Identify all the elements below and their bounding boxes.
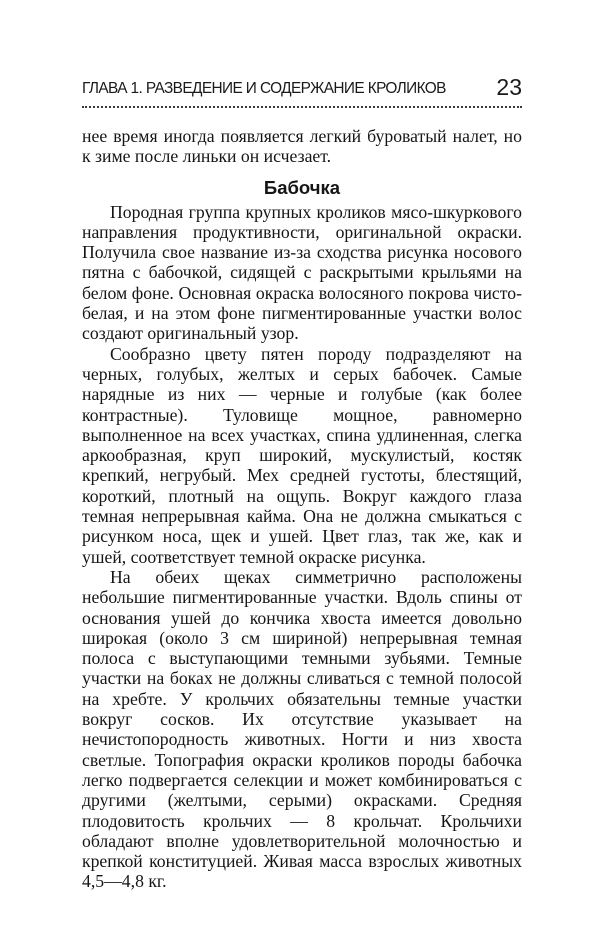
body-text xyxy=(82,126,522,892)
chapter-title: ГЛАВА 1. РАЗВЕДЕНИЕ И СОДЕРЖАНИЕ КРОЛИКОВ xyxy=(82,80,446,97)
continuation-paragraph: нее время иногда появляется легкий буроватый налет, но к зиме после линьки он исчезает. xyxy=(82,126,522,167)
running-head xyxy=(82,74,522,104)
section-title: Бабочка xyxy=(263,176,341,198)
page-number: 23 xyxy=(496,74,522,100)
header-dotted-rule xyxy=(82,106,522,108)
paragraph-2: Сообразно цвету пятен породу подразделяют на черных, голубых, желтых и серых бабочек. Самые нарядные из них — черные и голубые (как более контрастные). Туловище мощное, равномерно выполненное на всех участках, спина удлиненная, слегка аркообразная, круп широкий, мускулистый, костяк крепкий, негрубый. Мех средней густоты, блестящий, короткий, плотный на ощупь. Вокруг каждого глаза темная непрерывная кайма. Она не должна смыкаться с рисунком носа, щек и ушей. Цвет глаз, так же, как и ушей, соответствует темной окраске рисунка. xyxy=(82,343,522,567)
paragraph-3: На обеих щеках симметрично расположены небольшие пигментированные участки. Вдоль спины от основания ушей до кончика хвоста имеется довольно широкая (около 3 см шириной) непрерывная темная полоса с выступающими темными зубьями. Темные участки на боках не должны сливаться с темной полосой на хребте. У крольчих обязательны темные участки вокруг сосков. Их отсутствие указывает на нечистопородность животных. Ногти и низ хвоста светлые. Топография окраски кроликов породы бабочка легко подвергается селекции и может комбинироваться с другими (желтыми, серыми) окрасками. Средняя плодовитость крольчих — 8 крольчат. Крольчихи обладают вполне удовлетворительной молочностью и крепкой конституцией. Живая масса взрослых животных 4,5—4,8 кг. xyxy=(82,566,522,892)
paragraph-1: Породная группа крупных кроликов мясо-шкуркового направления продуктивности, оригинальной окраски. Получила свое название из-за сходства рисунка носового пятна с бабочкой, сидящей с раскрытыми крыльями на белом фоне. Основная окраска волосяного покрова чисто-белая, и на этом фоне пигментированные участки волос создают оригинальный узор. xyxy=(82,201,522,344)
